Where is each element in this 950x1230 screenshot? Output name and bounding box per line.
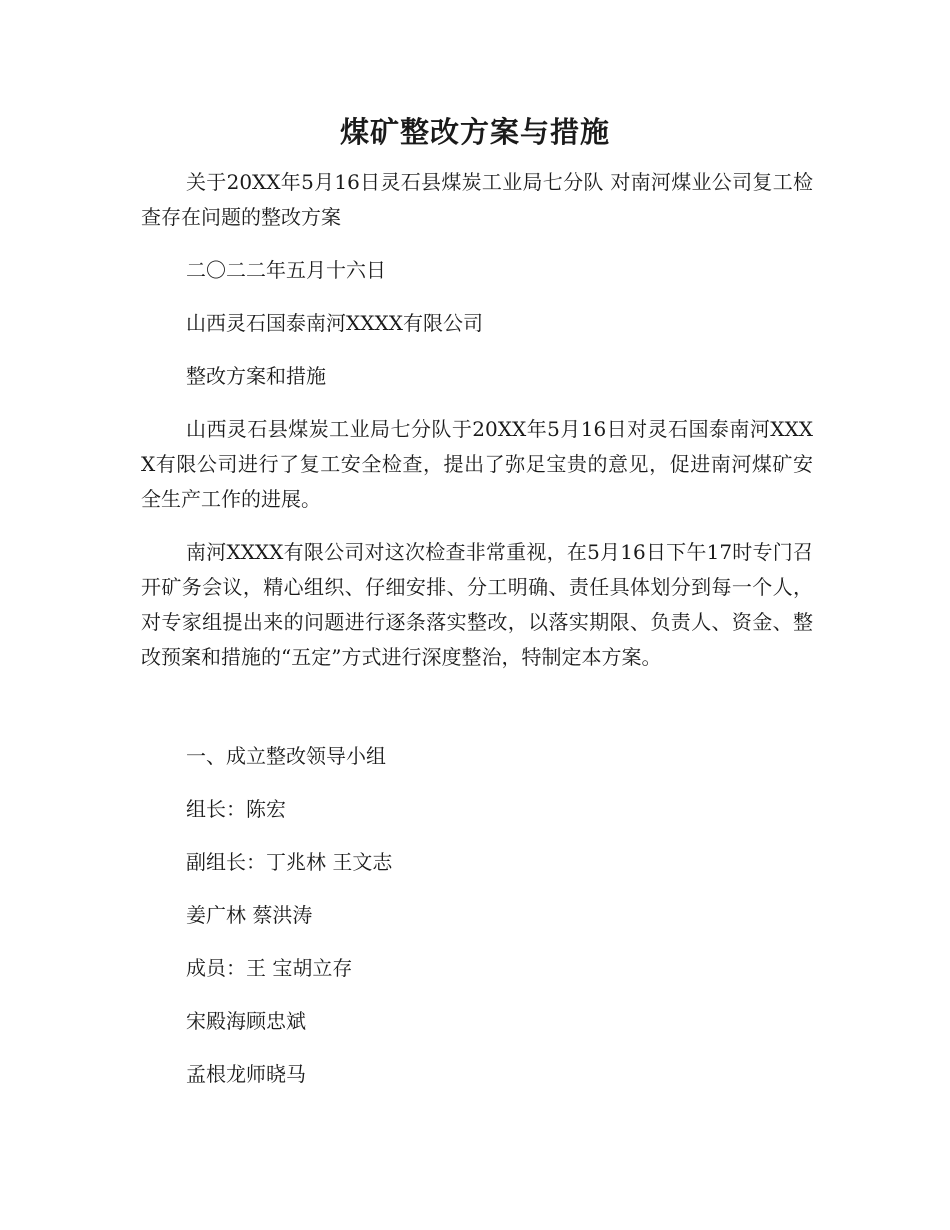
deputy-leaders-continued: 姜广林 蔡洪涛 [186, 903, 313, 927]
deputy-leaders: 副组长：丁兆林 王文志 [186, 850, 393, 874]
section-heading: 整改方案和措施 [186, 364, 326, 388]
members-line-3: 孟根龙师晓马 [186, 1062, 306, 1086]
document-title: 煤矿整改方案与措施 [339, 115, 610, 149]
members-line: 成员：王 宝胡立存 [186, 956, 353, 980]
date-line: 二〇二二年五月十六日 [186, 258, 386, 282]
company-name: 山西灵石国泰南河XXXX有限公司 [186, 311, 483, 335]
inspection-paragraph: 山西灵石县煤炭工业局七分队于20XX年5月16日对灵石国泰南河XXXX有限公司进行了复工安全检查，提出了弥足宝贵的意见，促进南河煤矿安全生产工作的进展。 [141, 417, 813, 511]
leadership-heading: 一、成立整改领导小组 [186, 744, 386, 768]
intro-paragraph: 关于20XX年5月16日灵石县煤炭工业局七分队 对南河煤业公司复工检查存在问题的整改方案 [141, 170, 813, 229]
meeting-paragraph: 南河XXXX有限公司对这次检查非常重视，在5月16日下午17时专门召开矿务会议，精心组织、仔细安排、分工明确、责任具体划分到每一个人，对专家组提出来的问题进行逐条落实整改，以落实期限、负责人、资金、整改预案和措施的“五定”方式进行深度整治，特制定本方案。 [141, 540, 813, 669]
group-leader: 组长：陈宏 [186, 797, 286, 821]
members-line-2: 宋殿海顾忠斌 [186, 1009, 306, 1033]
